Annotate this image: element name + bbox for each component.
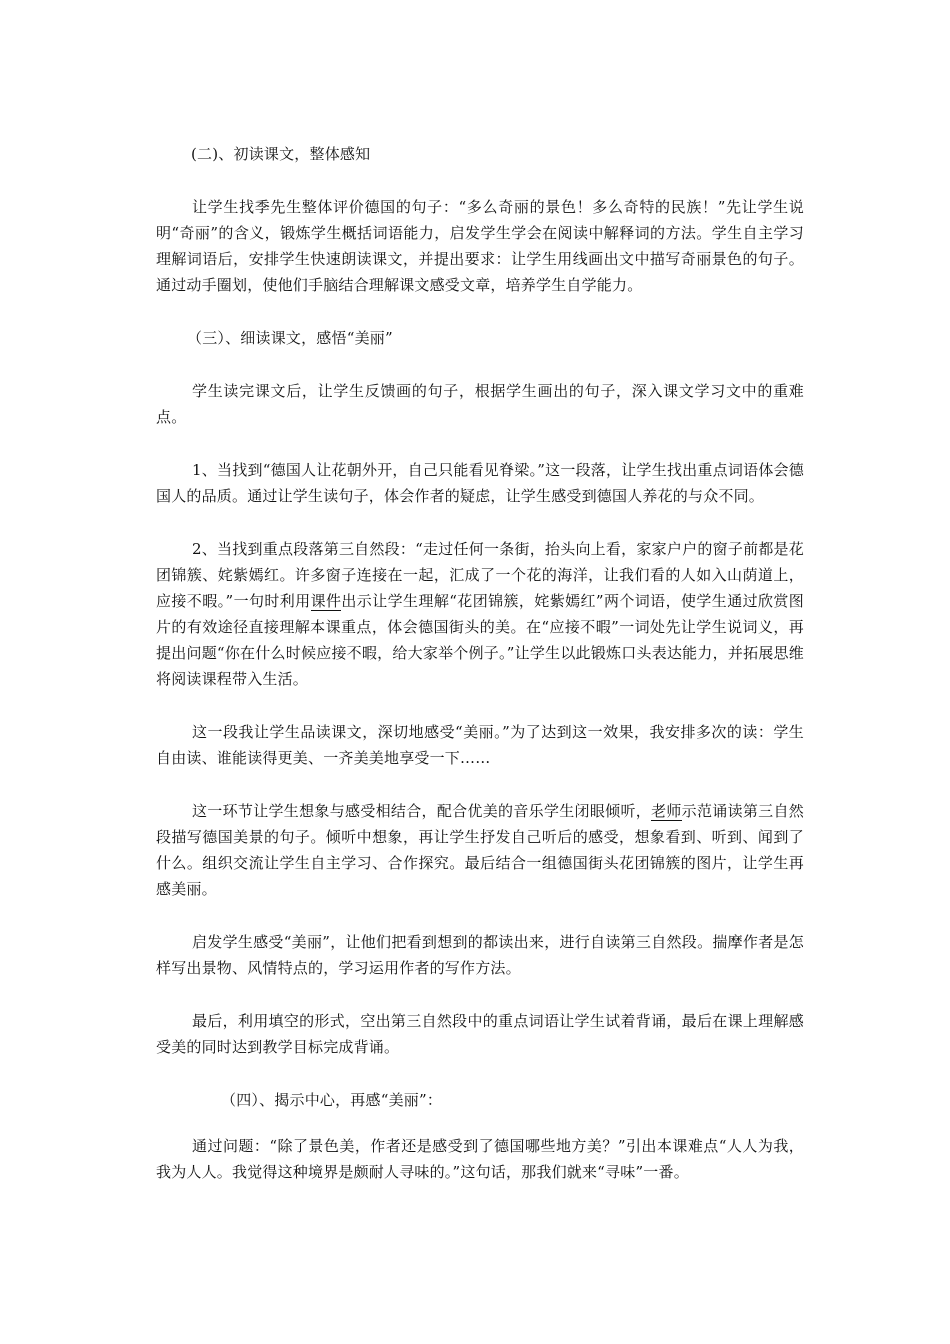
section-heading-4: （四）、揭示中心，再感“美丽”：	[221, 1091, 443, 1109]
paragraph-point-2-text-b: 出示让学生理解“花团锦簇，姹紫嫣红”两个词语，使学生通过欣赏图片的有效途径直接理解本课重点，体会德国街头的美。在“应接不暇”一词处先让学生说词义，再提出问题“你在什么时候应接不暇，给大家举个例子。”让学生以此锻炼口头表达能力，并拓展思维将阅读课程带入生活。	[156, 592, 804, 688]
section-heading-2: (二)、初读课文，整体感知	[191, 145, 371, 163]
paragraph-point-1: 1、当找到“德国人让花朝外开，自己只能看见脊梁。”这一段落，让学生找出重点词语体会德国人的品质。通过让学生读句子，体会作者的疑虑，让学生感受到德国人养花的与众不同。	[156, 461, 804, 505]
paragraph-reading-aloud: 这一段我让学生品读课文，深切地感受“美丽。”为了达到这一效果，我安排多次的读：学生自由读、谁能读得更美、一齐美美地享受一下……	[156, 723, 804, 767]
paragraph-imagination-text-b: 示范诵读第三自然段描写德国美景的句子。倾听中想象，再让学生抒发自己听后的感受，想象看到、听到、闻到了什么。组织交流让学生自主学习、合作探究。最后结合一组德国街头花团锦簇的图片，让学生再感美丽。	[156, 802, 804, 898]
paragraph-recitation: 最后，利用填空的形式，空出第三自然段中的重点词语让学生试着背诵，最后在课上理解感受美的同时达到教学目标完成背诵。	[156, 1012, 804, 1056]
paragraph-imagination-text-a: 这一环节让学生想象与感受相结合，配合优美的音乐学生闭眼倾听，	[192, 802, 652, 820]
section-heading-3: （三）、细读课文，感悟“美丽”	[187, 329, 393, 347]
document-body	[156, 141, 804, 1185]
courseware-link[interactable]: 课件	[310, 592, 342, 610]
teacher-link[interactable]: 老师	[651, 802, 682, 820]
paragraph-theme: 通过问题：“除了景色美，作者还是感受到了德国哪些地方美？”引出本课难点“人人为我，我为人人。我觉得这种境界是颇耐人寻味的。”这句话，那我们就来“寻味”一番。	[156, 1137, 804, 1181]
paragraph-point-2-text-a: 2、当找到重点段落第三自然段：“走过任何一条街，抬头向上看，家家户户的窗子前都是花团锦簇、姹紫嫣红。许多窗子连接在一起，汇成了一个花的海洋，让我们看的人如入山荫道上，应接不暇。”一句时利用	[156, 540, 804, 610]
paragraph-imagination	[156, 798, 804, 902]
paragraph-feedback: 学生读完课文后，让学生反馈画的句子，根据学生画出的句子，深入课文学习文中的重难点。	[156, 382, 804, 426]
paragraph-point-2	[156, 536, 804, 692]
paragraph-inspire: 启发学生感受“美丽”，让他们把看到想到的都读出来，进行自读第三自然段。揣摩作者是怎样写出景物、风情特点的，学习运用作者的写作方法。	[156, 933, 804, 977]
paragraph-initial-reading: 让学生找季先生整体评价德国的句子：“多么奇丽的景色！多么奇特的民族！”先让学生说明“奇丽”的含义，锻炼学生概括词语能力，启发学生学会在阅读中解释词的方法。学生自主学习理解词语后，安排学生快速朗读课文，并提出要求：让学生用线画出文中描写奇丽景色的句子。通过动手圈划，使他们手脑结合理解课文感受文章，培养学生自学能力。	[156, 198, 804, 294]
